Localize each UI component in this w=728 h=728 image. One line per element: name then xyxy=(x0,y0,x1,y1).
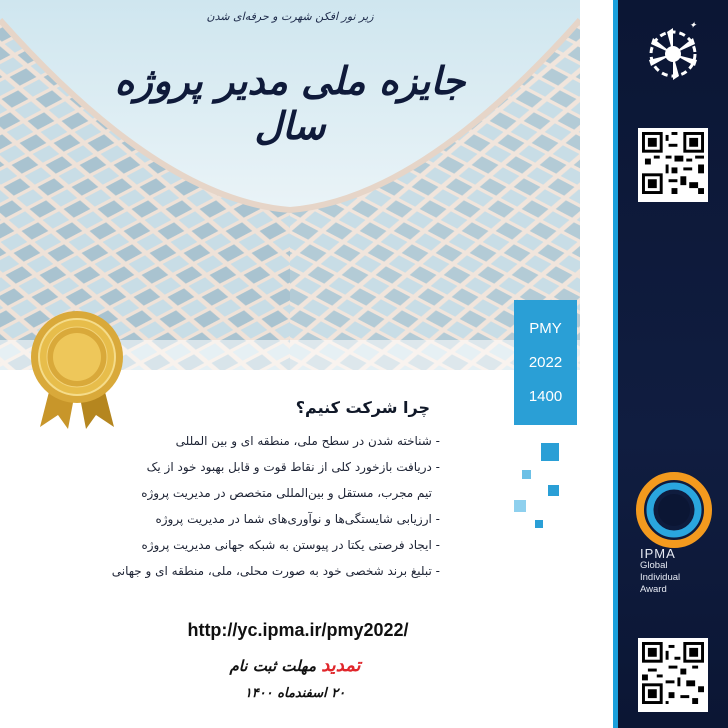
qr-code-image xyxy=(642,132,704,194)
ipma-brand: IPMA xyxy=(640,546,676,561)
pmy-label: PMY xyxy=(529,320,562,338)
pmy-year-panel xyxy=(514,300,577,425)
list-item: - دریافت بازخورد کلی از نقاط قوت و قابل بهبود خود از یک xyxy=(146,460,440,474)
square-4 xyxy=(514,500,526,512)
square-2 xyxy=(522,470,531,479)
list-item: - ارزیابی شایستگی‌ها و نوآوری‌های شما در مدیریت پروژه xyxy=(155,512,440,526)
ipma-line-3: Award xyxy=(640,584,667,595)
registration-extended xyxy=(170,655,420,676)
list-item: - ایجاد فرصتی یکتا در پیوستن به شبکه جهانی مدیریت پروژه xyxy=(141,538,440,552)
deadline-date: ۲۰ اسفندماه ۱۴۰۰ xyxy=(244,686,346,701)
list-item: - تبلیغ برند شخصی خود به صورت محلی، ملی، منطقه ای و جهانی xyxy=(111,564,440,578)
ipma-award-text xyxy=(640,548,680,596)
year-gregorian: 2022 xyxy=(528,353,563,371)
ipma-ring-icon xyxy=(634,470,714,550)
website-link[interactable]: http://yc.ipma.ir/pmy2022/ xyxy=(187,620,409,640)
list-item: - شناخته شدن در سطح ملی، منطقه ای و بین المللی xyxy=(175,434,440,448)
square-5 xyxy=(535,520,543,528)
deadline-label: مهلت ثبت نام xyxy=(229,657,316,675)
benefit-list xyxy=(40,428,440,584)
why-title: چرا شرکت کنیم؟ xyxy=(295,398,430,417)
square-3 xyxy=(548,485,559,496)
svg-text:✦: ✦ xyxy=(689,21,697,31)
list-item: تیم مجرب، مستقل و بین‌المللی متخصص در مدیریت پروژه xyxy=(141,486,432,500)
qr-code-icon[interactable] xyxy=(638,128,708,202)
ipma-line-1: Global xyxy=(640,560,668,571)
tagline: زیر نور افکن شهرت و حرفه‌ای شدن xyxy=(206,10,374,23)
qr-code-bottom-icon[interactable] xyxy=(638,638,708,712)
year-persian: 1400 xyxy=(528,387,563,405)
sidebar xyxy=(618,0,728,728)
gold-medal-icon xyxy=(22,305,132,430)
ipma-line-2: Individual xyxy=(640,572,681,583)
qr-code-bottom-image xyxy=(642,642,704,704)
page-title: جایزه ملی مدیر پروژه سال xyxy=(114,58,466,148)
extended-label: تمدید xyxy=(321,655,361,676)
logo-emblem-icon xyxy=(637,14,709,86)
square-1 xyxy=(541,443,559,461)
